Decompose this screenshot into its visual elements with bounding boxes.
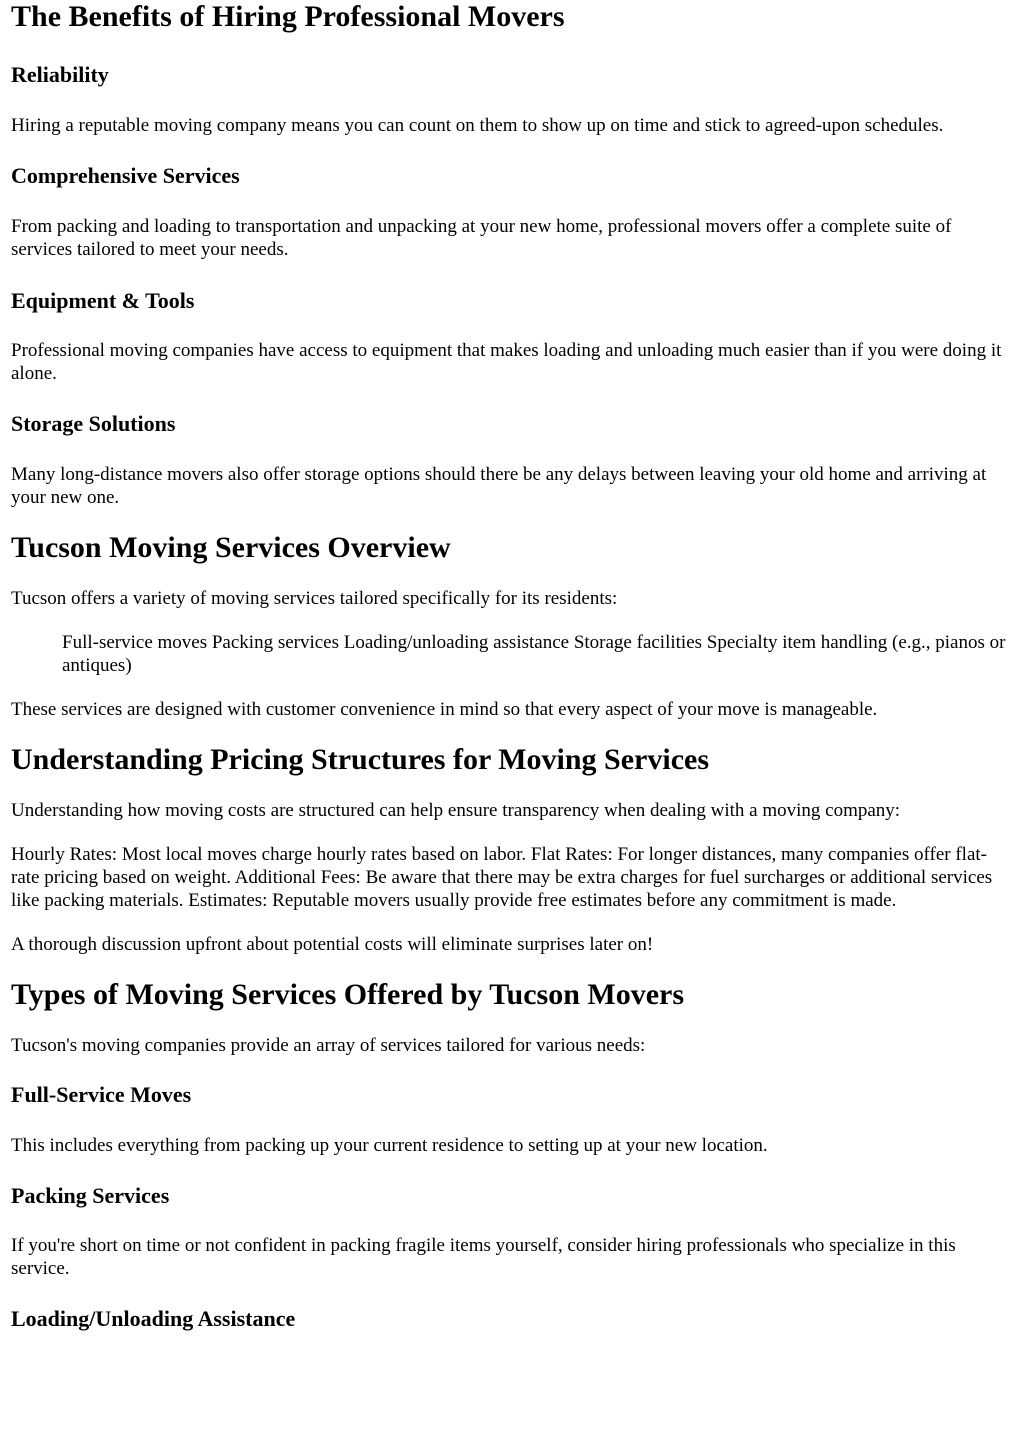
- section-title-overview: Tucson Moving Services Overview: [11, 531, 451, 564]
- paragraph-equipment-tools: Professional moving companies have access to equipment that makes loading and unloading much easier than if you were doing it alone.: [11, 340, 1002, 384]
- paragraph-pricing-details: Hourly Rates: Most local moves charge hourly rates based on labor. Flat Rates: For longer distances, many companies offer flat-rate pricing based on weight. Additional Fees: Be aware that there may be extra charges for fuel surcharges or additional services like packing materials. Estimates: Reputable movers usually provide free estimates before any commitment is made.: [11, 844, 993, 911]
- subheading-loading-unloading: Loading/Unloading Assistance: [11, 1306, 296, 1331]
- section-title-benefits: The Benefits of Hiring Professional Movers: [11, 0, 565, 33]
- section-title-types: Types of Moving Services Offered by Tucson Movers: [11, 978, 685, 1011]
- paragraph-pricing-intro: Understanding how moving costs are structured can help ensure transparency when dealing with a moving company:: [11, 800, 901, 821]
- paragraph-overview-intro: Tucson offers a variety of moving services tailored specifically for its residents:: [11, 588, 618, 609]
- subheading-packing-services: Packing Services: [11, 1183, 170, 1208]
- subheading-comprehensive-services: Comprehensive Services: [11, 163, 240, 188]
- paragraph-packing-services: If you're short on time or not confident in packing fragile items yourself, consider hiring professionals who specialize in this service.: [11, 1235, 956, 1279]
- subheading-reliability: Reliability: [11, 62, 109, 87]
- paragraph-types-intro: Tucson's moving companies provide an array of services tailored for various needs:: [11, 1035, 646, 1056]
- paragraph-full-service-moves: This includes everything from packing up your current residence to setting up at your new location.: [11, 1135, 768, 1156]
- subheading-equipment-tools: Equipment & Tools: [11, 288, 195, 313]
- subheading-storage-solutions: Storage Solutions: [11, 411, 176, 436]
- section-title-pricing: Understanding Pricing Structures for Moving Services: [11, 743, 710, 776]
- services-blockquote: Full-service moves Packing services Loading/unloading assistance Storage facilities Specialty item handling (e.g., pianos or antiques): [62, 632, 1006, 676]
- paragraph-overview-outro: These services are designed with customer convenience in mind so that every aspect of your move is manageable.: [11, 699, 878, 720]
- paragraph-comprehensive-services: From packing and loading to transportation and unpacking at your new home, professional movers offer a complete suite of services tailored to meet your needs.: [11, 216, 952, 260]
- paragraph-storage-solutions: Many long-distance movers also offer storage options should there be any delays between leaving your old home and arriving at your new one.: [11, 464, 987, 508]
- subheading-full-service-moves: Full-Service Moves: [11, 1082, 192, 1107]
- paragraph-reliability: Hiring a reputable moving company means you can count on them to show up on time and stick to agreed-upon schedules.: [11, 115, 944, 136]
- paragraph-pricing-outro: A thorough discussion upfront about potential costs will eliminate surprises later on!: [11, 934, 654, 955]
